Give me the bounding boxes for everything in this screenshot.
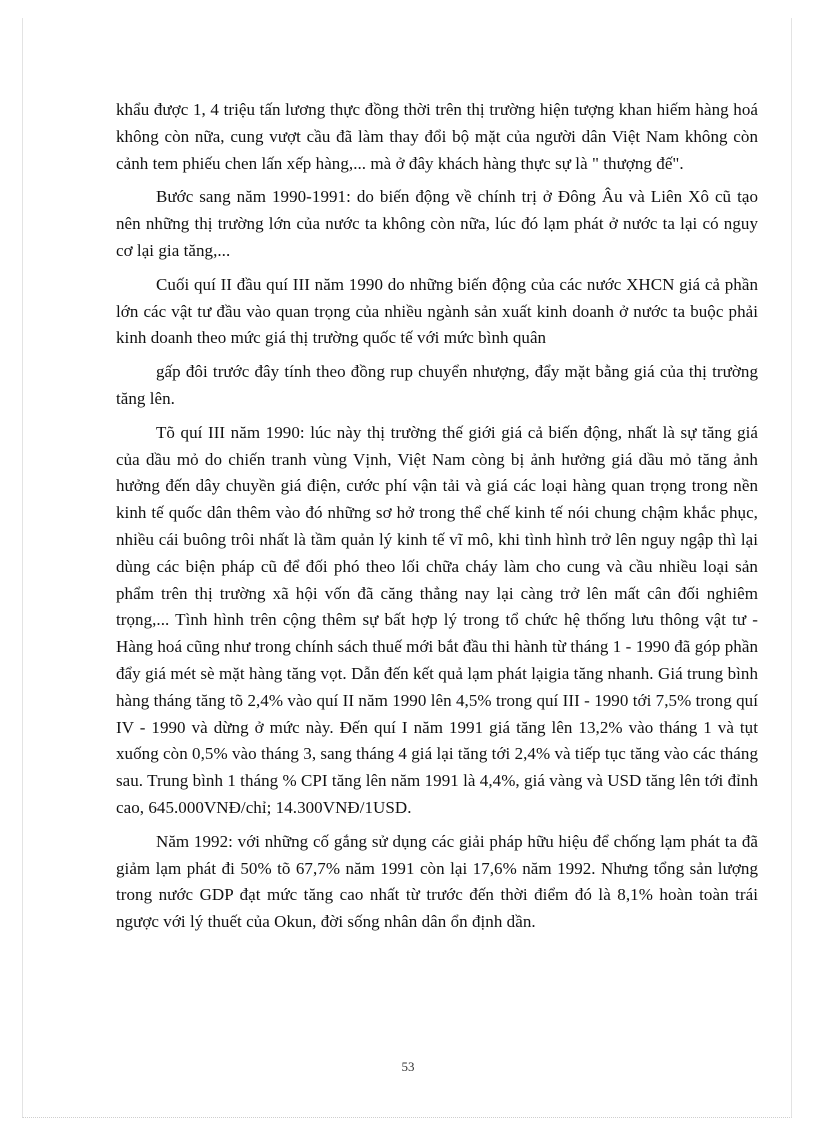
paragraph-4: gấp đôi trước đây tính theo đồng rup chuyển nhượng, đẩy mặt bằng giá của thị trường tăng lên. <box>116 362 758 408</box>
paragraph-5: Tõ quí III năm 1990: lúc này thị trường thế giới giá cả biến động, nhất là sự tăng giá của dầu mỏ do chiến tranh vùng Vịnh, Việt Nam còng bị ảnh hưởng giá dầu mỏ tăng ảnh hưởng đến dây chuyền giá điện, cước phí vận tải và giá các loại hàng quan trọng trong nền kinh tế quốc dân thêm vào đó những sơ hở trong thể chế kinh tế nói chung chậm khắc phục, nhiều cái buông trôi nhất là tầm quản lý kinh tế vĩ mô, khi tình hình trở lên nguy ngập thì lại dùng các biện pháp cũ để đối phó theo lối chữa cháy làm cho cung và cầu nhiều loại sản phẩm trên thị trường xã hội vốn đã căng thẳng nay lại càng trở lên mất cân đối nghiêm trọng,... Tình hình trên cộng thêm sự bất hợp lý trong tổ chức hệ thống lưu thông vật tư - Hàng hoá cũng như trong chính sách thuế mới bắt đầu thi hành từ tháng 1 - 1990 đã góp phần đẩy giá mét sè mặt hàng tăng vọt. Dẫn đến kết quả lạm phát lạigia tăng nhanh. Giá trung bình hàng tháng tăng tõ 2,4% vào quí II năm 1990 lên 4,5% trong quí III - 1990 tới 7,5% trong quí IV - 1990 và dừng ở mức này. Đến quí I năm 1991 giá tăng lên 13,2% vào tháng 1 và tụt xuống còn 0,5% vào tháng 3, sang tháng 4 giá lại tăng tới 2,4% và tiếp tục tăng vào các tháng sau. Trung bình 1 tháng % CPI tăng lên năm 1991 là 4,4%, giá vàng và USD tăng lên tới đỉnh cao, 645.000VNĐ/chỉ; 14.300VNĐ/1USD. <box>116 422 758 817</box>
paragraph-2: Bước sang năm 1990-1991: do biến động về chính trị ở Đông Âu và Liên Xô cũ tạo nên những thị trường lớn của nước ta không còn nữa, lúc đó lạm phát ở nước ta lại có nguy cơ lại gia tăng,... <box>116 187 758 260</box>
paragraph-3: Cuối quí II đầu quí III năm 1990 do những biến động của các nước XHCN giá cả phần lớn các vật tư đầu vào quan trọng của nhiều ngành sản xuất kinh doanh ở nước ta buộc phải kinh doanh theo mức giá thị trường quốc tế với mức bình quân <box>116 274 758 348</box>
paragraph-1: khẩu được 1, 4 triệu tấn lương thực đồng thời trên thị trường hiện tượng khan hiếm hàng hoá không còn nữa, cung vượt cầu đã làm thay đổi bộ mặt của người dân Việt Nam không còn cảnh tem phiếu chen lấn xếp hàng,... mà ở đây khách hàng thực sự là " thượng đế". <box>116 100 758 173</box>
paragraph-6: Năm 1992: với những cố gắng sử dụng các giải pháp hữu hiệu để chống lạm phát ta đã giảm lạm phát đi 50% tõ 67,7% năm 1991 còn lại 17,6% năm 1992. Nhưng tổng sản lượng trong nước GDP đạt mức tăng cao nhất từ trước đến thời điểm đó là 8,1% hoàn toàn trái ngược với lý thuết của Okun, đời sống nhân dân ổn định dần. <box>116 831 758 932</box>
document-body <box>116 97 758 943</box>
page-number: 53 <box>401 1059 415 1074</box>
